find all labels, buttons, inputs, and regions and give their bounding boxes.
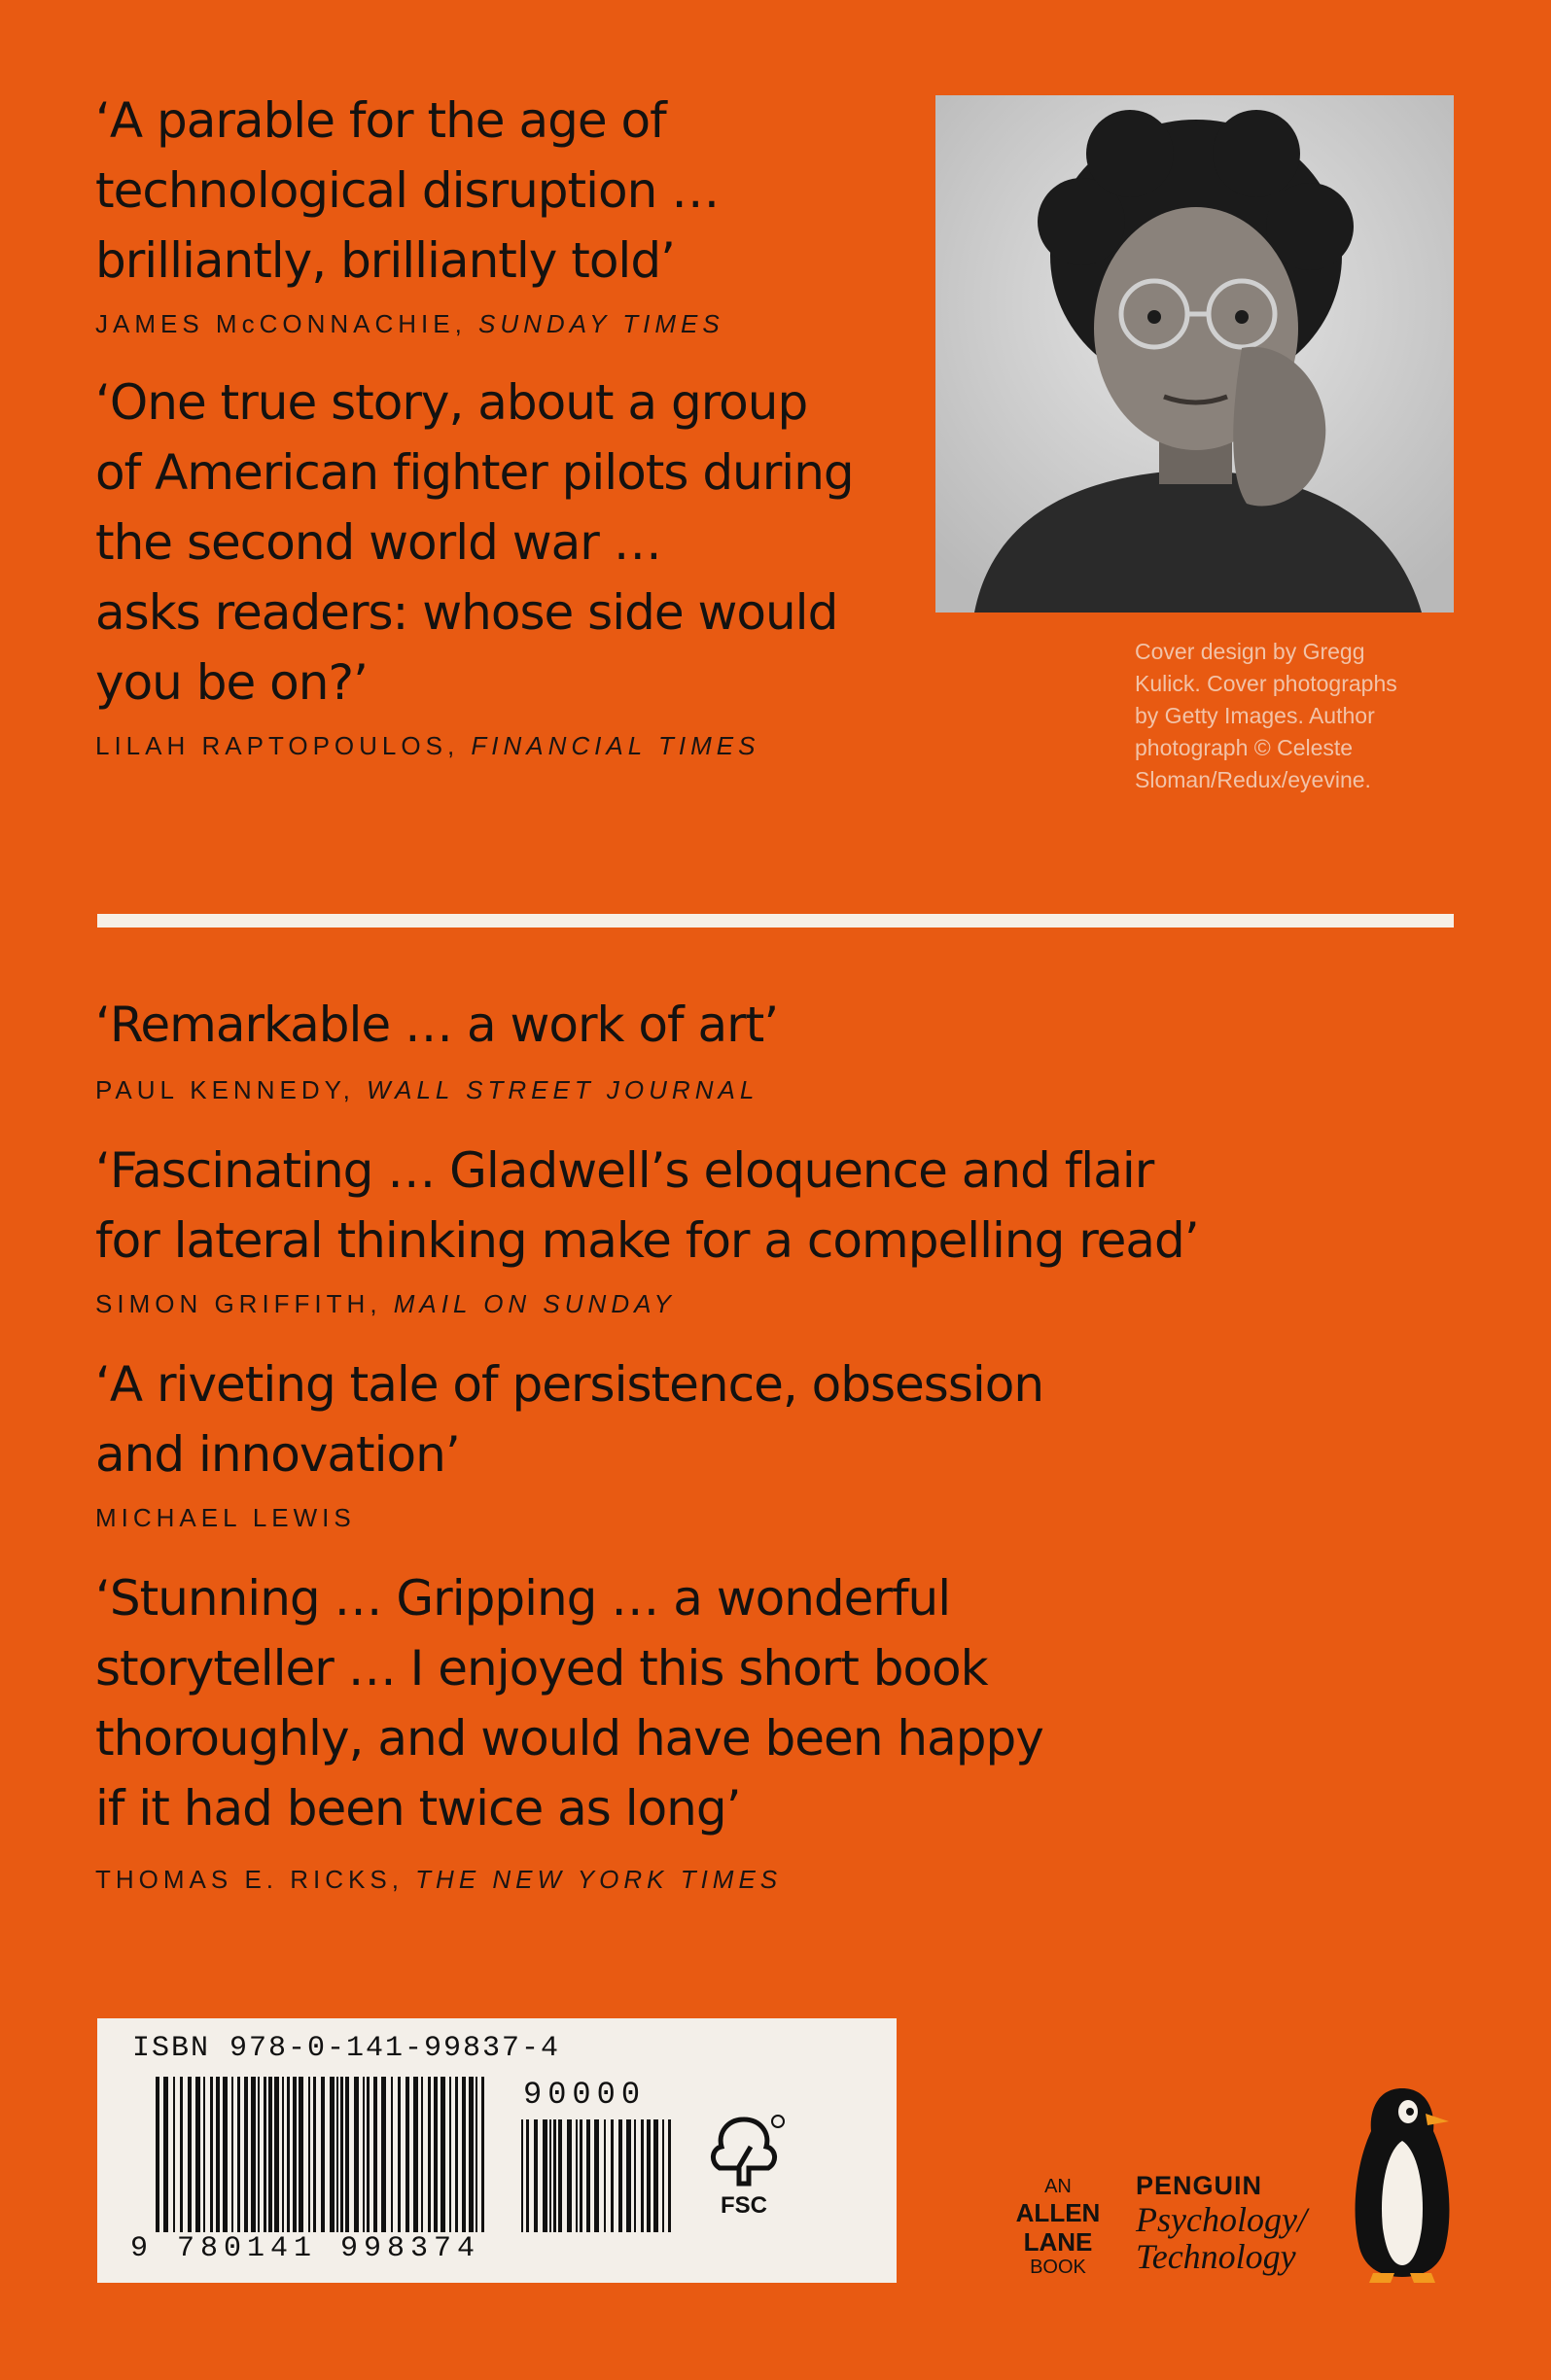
barcode-digits: 9 780141 998374 [130, 2232, 481, 2265]
barcode-bar [173, 2077, 175, 2232]
category-line-1: Psychology/ [1136, 2200, 1307, 2239]
fsc-label: FSC [721, 2192, 767, 2219]
quote-6-author: THOMAS E. RICKS, [95, 1865, 416, 1894]
barcode-bar [367, 2077, 370, 2232]
imprint-book: BOOK [1030, 2257, 1086, 2278]
barcode-bar [604, 2119, 606, 2232]
allen-lane-imprint [1011, 2176, 1105, 2279]
barcode-bar [641, 2119, 644, 2232]
penguin-logo-icon [1344, 2082, 1461, 2287]
barcode-bar [264, 2077, 266, 2232]
quote-2-publication: FINANCIAL TIMES [471, 731, 760, 760]
barcode-bar [567, 2119, 572, 2232]
quote-3-attribution [95, 1075, 758, 1105]
quote-1-author: JAMES McCONNACHIE, [95, 309, 479, 338]
quote-2-author: LILAH RAPTOPOULOS, [95, 731, 472, 760]
quote-1-attribution [95, 309, 724, 339]
imprint-allen: ALLEN [1015, 2198, 1101, 2227]
barcode-bar [618, 2119, 622, 2232]
quote-4: ‘Fascinating … Gladwell’s eloquence and flair for lateral thinking make for a compelling read’ [95, 1142, 1199, 1269]
ean-barcode [156, 2077, 486, 2232]
barcode-bar [223, 2077, 228, 2232]
author-photo [935, 95, 1454, 612]
barcode-bar [580, 2119, 582, 2232]
barcode-bar [405, 2077, 409, 2232]
barcode-bar [428, 2077, 431, 2232]
fsc-logo [700, 2112, 788, 2219]
quote-4-author: SIMON GRIFFITH, [95, 1289, 394, 1318]
barcode-bar [647, 2119, 651, 2232]
barcode-bar [634, 2119, 636, 2232]
barcode-bar [553, 2119, 556, 2232]
divider [97, 914, 1454, 928]
barcode-bar [521, 2119, 523, 2232]
barcode-bar [441, 2077, 445, 2232]
barcode-bar [462, 2077, 466, 2232]
quote-3: ‘Remarkable … a work of art’ [95, 997, 779, 1053]
barcode-bar [662, 2119, 664, 2232]
barcode-bar [373, 2077, 377, 2232]
barcode-bar [526, 2119, 529, 2232]
barcode-bar [216, 2077, 220, 2232]
barcode-bar [421, 2077, 423, 2232]
quote-3-publication: WALL STREET JOURNAL [367, 1075, 759, 1104]
price-code: 90000 [523, 2077, 647, 2113]
barcode-bar [534, 2119, 538, 2232]
quote-2: ‘One true story, about a group of American fighter pilots during the second world war … asks readers: whose side would you be on?’ [95, 374, 854, 711]
fsc-tree-icon [700, 2112, 788, 2189]
quote-2-attribution [95, 731, 759, 761]
barcode-bar [268, 2077, 272, 2232]
barcode-bar [398, 2077, 401, 2232]
barcode-bar [293, 2077, 297, 2232]
quote-5: ‘A riveting tale of persistence, obsession and innovation’ [95, 1356, 1044, 1483]
quote-3-author: PAUL KENNEDY, [95, 1075, 368, 1104]
barcode-bar [188, 2077, 192, 2232]
barcode-bar [594, 2119, 599, 2232]
publisher-name: PENGUIN [1136, 2171, 1263, 2200]
barcode-bar [313, 2077, 316, 2232]
cover-credits: Cover design by Gregg Kulick. Cover photographs by Getty Images. Author photograph © Celeste Sloman/Redux/eyevine. [1135, 639, 1397, 792]
barcode-bar [231, 2077, 233, 2232]
barcode-bar [282, 2077, 284, 2232]
imprint-an: AN [1044, 2176, 1072, 2197]
barcode-bar [549, 2119, 551, 2232]
imprint-lane: LANE [1023, 2227, 1093, 2257]
barcode-bar [180, 2077, 183, 2232]
barcode-bar [156, 2077, 159, 2232]
barcode-bar [299, 2077, 303, 2232]
quote-5-attribution [95, 1503, 356, 1533]
quote-4-attribution [95, 1289, 676, 1319]
barcode-bar [345, 2077, 349, 2232]
isbn-label: ISBN 978-0-141-99837-4 [132, 2032, 561, 2065]
barcode-bar [653, 2119, 658, 2232]
quote-5-author: MICHAEL LEWIS [95, 1503, 356, 1532]
author-portrait-icon [935, 95, 1454, 612]
barcode-bar [668, 2119, 671, 2232]
barcode-bar [195, 2077, 200, 2232]
barcode-bar [449, 2077, 451, 2232]
barcode-bar [308, 2077, 310, 2232]
barcode-bar [391, 2077, 393, 2232]
barcode-panel [97, 2018, 897, 2283]
barcode-bar [274, 2077, 279, 2232]
barcode-bar [611, 2119, 614, 2232]
barcode-bar [354, 2077, 359, 2232]
quote-4-publication: MAIL ON SUNDAY [393, 1289, 676, 1318]
barcode-bar [287, 2077, 290, 2232]
barcode-bar [340, 2077, 343, 2232]
barcode-bar [413, 2077, 418, 2232]
barcode-bar [469, 2077, 474, 2232]
barcode-bar [210, 2077, 213, 2232]
barcode-bar [244, 2077, 248, 2232]
quote-1-publication: SUNDAY TIMES [478, 309, 724, 338]
barcode-bar [455, 2077, 458, 2232]
barcode-bar [321, 2077, 325, 2232]
price-barcode [521, 2119, 672, 2232]
quote-6: ‘Stunning … Gripping … a wonderful storyteller … I enjoyed this short book thoroughly, and would have been happy if it had been twice as long’ [95, 1570, 1043, 1837]
barcode-bar [237, 2077, 240, 2232]
barcode-bar [476, 2077, 477, 2232]
barcode-bar [363, 2077, 365, 2232]
quote-1: ‘A parable for the age of technological disruption … brilliantly, brilliantly told’ [95, 92, 720, 289]
quote-6-publication: THE NEW YORK TIMES [415, 1865, 783, 1894]
category-line-2: Technology [1136, 2237, 1296, 2276]
publisher-block [1136, 2171, 1330, 2275]
barcode-bar [163, 2077, 168, 2232]
barcode-bar [258, 2077, 260, 2232]
barcode-bar [381, 2077, 386, 2232]
barcode-bar [586, 2119, 590, 2232]
barcode-bar [626, 2119, 631, 2232]
barcode-bar [251, 2077, 256, 2232]
barcode-bar [330, 2077, 335, 2232]
barcode-bar [576, 2119, 578, 2232]
barcode-bar [434, 2077, 438, 2232]
barcode-bar [203, 2077, 205, 2232]
barcode-bar [336, 2077, 338, 2232]
quote-6-attribution [95, 1865, 782, 1895]
barcode-bar [543, 2119, 547, 2232]
barcode-bar [558, 2119, 562, 2232]
barcode-bar [481, 2077, 484, 2232]
